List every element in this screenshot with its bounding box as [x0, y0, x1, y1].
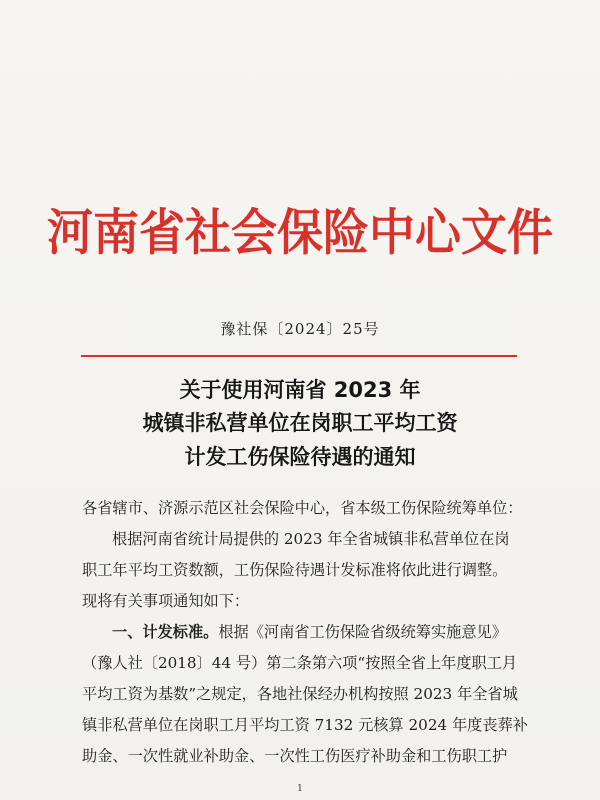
body-line: 助金、一次性就业补助金、一次性工伤医疗补助金和工伤职工护 [82, 747, 508, 765]
body-line: 镇非私营单位在岗职工月平均工资 7132 元核算 2024 年度丧葬补 [82, 716, 528, 734]
body-line: （豫人社〔2018〕44 号）第二条第六项“按照全省上年度职工月 [82, 654, 518, 672]
body-line-addressee: 各省辖市、济源示范区社会保险中心，省本级工伤保险统筹单位： [82, 499, 523, 517]
body-line: 现将有关事项通知如下： [82, 592, 250, 610]
notice-title-line-3: 计发工伤保险待遇的通知 [184, 445, 416, 469]
body-line: 职工年平均工资数额，工伤保险待遇计发标准将依此进行调整。 [82, 561, 508, 579]
section-1-heading: 一、计发标准。 [112, 623, 219, 641]
notice-body [82, 493, 552, 772]
page-number: 1 [297, 784, 303, 794]
red-divider-line [81, 355, 517, 357]
body-line: 平均工资为基数”之规定，各地社保经办机构按照 2023 年全省城 [82, 685, 518, 703]
section-1-text: 根据《河南省工伤保险省级统筹实施意见》 [218, 623, 507, 641]
issuer-header: 河南省社会保险中心文件 [47, 203, 553, 262]
body-line: 根据河南省统计局提供的 2023 年全省城镇非私营单位在岗 [112, 530, 510, 548]
document-number: 豫社保〔2024〕25号 [220, 320, 380, 338]
body-line-section-1 [82, 617, 552, 648]
notice-title-line-2: 城镇非私营单位在岗职工平均工资 [142, 411, 458, 435]
notice-title-line-1: 关于使用河南省 2023 年 [179, 378, 421, 402]
